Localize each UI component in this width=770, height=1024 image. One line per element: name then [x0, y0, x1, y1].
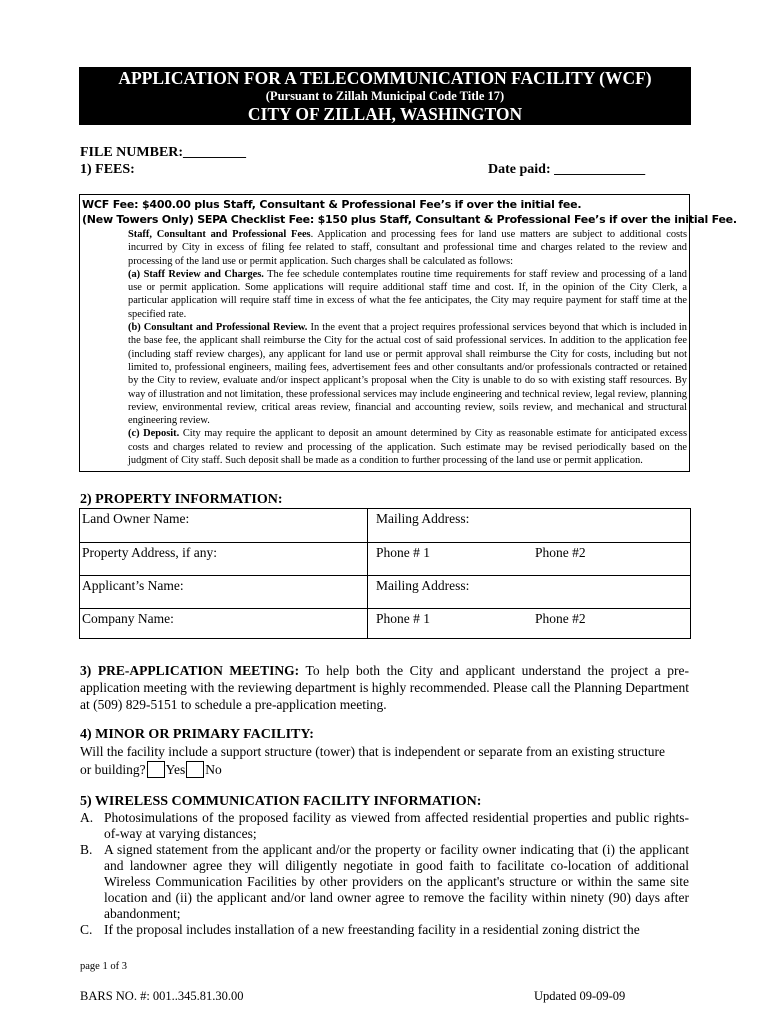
table-row: [80, 542, 690, 576]
staff-fees-text: . Application and processing fees for land use matters are subject to additional costs incurred by City in excess of filing fee related to staff, consultant and professional time and charges related to the review and processing of the land use or permit application. Such charges shall be calculated as follows:: [128, 229, 687, 267]
yes-checkbox[interactable]: [147, 761, 165, 778]
wcf-info-heading: 5) WIRELESS COMMUNICATION FACILITY INFORMATION:: [80, 794, 482, 809]
staff-review-text: The fee schedule contemplates routine time requirements for staff review and processing of a land use or permit application. Some applications will require additional staff time and cost. If, in the opinion of the City Clerk, a particular application will require staff time in excess of what the fee anticipates, the City may require payment for staff time at the specified rate.: [128, 268, 687, 320]
property-table: [79, 508, 691, 639]
consultant-review-text: In the event that a project requires professional services beyond that which is included in the base fee, the applicant shall reimburse the City for the actual cost of said professional services. In addition to the application fee (including staff review charges), any applicant for land use or permit approval shall reimburse the City for costs, including but not limited to, professional engineers, mailing fees, advertisement fees and other consultants and/or professionals contracted or retained by the City to review, evaluate and/or inspect applicant’s proposal when the City is unable to do so with existing staff resources. By way of illustration and not limitation, these professional services may include engineering and technical review, legal review, planning review, environmental review, critical areas review, financial and accounting review, soils review, and mechanical and structural engineering review.: [128, 322, 687, 427]
list-item: C. If the proposal includes installation of a new freestanding facility in a residential zoning district the: [80, 922, 640, 937]
document-title: APPLICATION FOR A TELECOMMUNICATION FACILITY (WCF): [118, 68, 652, 88]
company-phone1-field[interactable]: Phone # 1: [376, 611, 430, 626]
document-subtitle: (Pursuant to Zillah Municipal Code Title 17): [265, 89, 505, 103]
page-number: page 1 of 3: [80, 961, 127, 972]
no-label: No: [205, 762, 222, 777]
no-checkbox[interactable]: [186, 761, 204, 778]
property-heading: 2) PROPERTY INFORMATION:: [80, 492, 283, 507]
phone1-field[interactable]: Phone # 1: [376, 545, 430, 560]
facility-question: Will the facility include a support structure (tower) that is independent or separate from an existing structure: [80, 744, 666, 759]
yes-label: Yes: [165, 762, 186, 777]
updated-date: Updated 09-09-09: [534, 989, 626, 1003]
date-paid-field[interactable]: Date paid: _____________: [488, 162, 646, 177]
minor-facility-heading: 4) MINOR OR PRIMARY FACILITY:: [80, 727, 314, 742]
fees-box: [79, 194, 737, 472]
wcf-info-list: [80, 810, 689, 938]
pre-application-heading: 3) PRE-APPLICATION MEETING:: [80, 663, 300, 678]
mailing-address-field[interactable]: Mailing Address:: [376, 511, 470, 526]
table-row: [80, 575, 690, 609]
sepa-fee-line: (New Towers Only) SEPA Checklist Fee: $150 plus Staff, Consultant & Professional Fee’s if over the initial Fee.: [82, 213, 737, 226]
applicant-mailing-field[interactable]: Mailing Address:: [376, 578, 470, 593]
phone2-field[interactable]: Phone #2: [535, 545, 586, 560]
company-name-field[interactable]: Company Name:: [82, 611, 174, 626]
land-owner-field[interactable]: Land Owner Name:: [82, 511, 190, 526]
list-item: A. Photosimulations of the proposed facility as viewed from affected residential properties and public rights-of-way at varying distances;: [80, 810, 689, 841]
consultant-review-heading: (b) Consultant and Professional Review.: [128, 322, 308, 334]
fees-heading: 1) FEES:: [80, 162, 135, 177]
file-number-field[interactable]: FILE NUMBER:_________: [80, 145, 247, 160]
bars-number: BARS NO. #: 001..345.81.30.00: [80, 989, 244, 1003]
deposit-text: City may require the applicant to deposit an amount determined by City as reasonable estimate for anticipated excess costs and charges related to review and processing of the application. Such estimate may be revised periodically based on the judgment of City staff. Such deposit shall be made as a condition to further processing of the land use or permit application.: [128, 428, 687, 467]
wcf-fee-line: WCF Fee: $400.00 plus Staff, Consultant & Professional Fee’s if over the initial fee.: [82, 198, 582, 211]
facility-question-tail: or building?: [80, 762, 146, 777]
deposit-heading: (c) Deposit.: [128, 428, 180, 440]
facility-question-end: [80, 761, 222, 778]
document-header: [79, 67, 691, 125]
staff-review-heading: (a) Staff Review and Charges.: [128, 268, 264, 280]
table-row: [80, 608, 690, 639]
table-row: [80, 509, 690, 542]
applicant-name-field[interactable]: Applicant’s Name:: [82, 578, 184, 593]
pre-application-section: [80, 662, 689, 713]
city-name: CITY OF ZILLAH, WASHINGTON: [247, 104, 523, 124]
company-phone2-field[interactable]: Phone #2: [535, 611, 586, 626]
property-address-field[interactable]: Property Address, if any:: [82, 545, 217, 560]
list-item: B. A signed statement from the applicant and/or the property or facility owner indicating that (i) the applicant and landowner agree they will diligently negotiate in good faith to facilitate co-location of additional Wireless Communication Facilities by other providers on the applicant's structure or within the same site location and (ii) the applicant and/or land owner agree to remove the facility within ninety (90) days after abandonment;: [80, 842, 689, 921]
fees-explanation: [83, 228, 687, 467]
pre-application-text: To help both the City and applicant understand the project a pre-application meeting with the reviewing department is highly recommended. Please call the Planning Department at (509) 829-5151 to schedule a pre-application meeting.: [80, 663, 689, 712]
staff-fees-heading: Staff, Consultant and Professional Fees: [128, 229, 311, 240]
